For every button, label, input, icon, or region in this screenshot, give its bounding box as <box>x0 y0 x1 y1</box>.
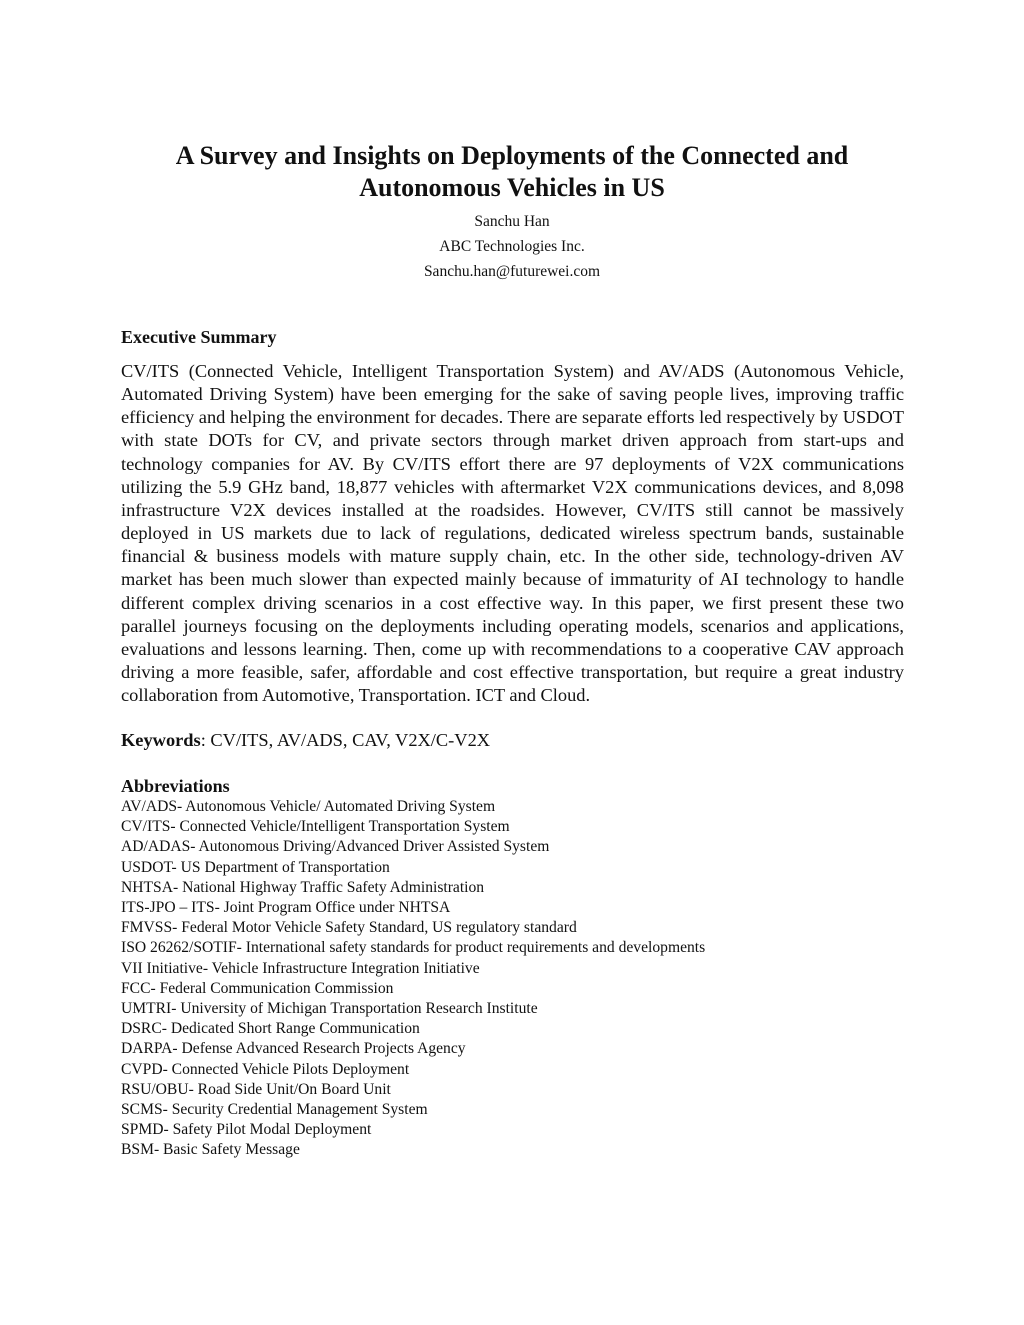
abbreviation-item: AV/ADS- Autonomous Vehicle/ Automated Driving System <box>121 798 496 815</box>
abbreviation-item: ISO 26262/SOTIF- International safety standards for product requirements and developments <box>121 939 706 957</box>
abbreviation-item: DARPA- Defense Advanced Research Projects Agency <box>121 1040 466 1058</box>
abbreviation-item: SPMD- Safety Pilot Modal Deployment <box>121 1121 372 1139</box>
abbreviation-item: USDOT- US Department of Transportation <box>121 858 390 876</box>
abbreviations-list <box>121 797 921 1161</box>
abbreviation-item: BSM- Basic Safety Message <box>121 1141 300 1159</box>
abbreviation-item: VII Initiative- Vehicle Infrastructure Integration Initiative <box>121 959 480 977</box>
abbreviation-item: CV/ITS- Connected Vehicle/Intelligent Transportation System <box>121 818 510 836</box>
paper-title-line-2: Autonomous Vehicles in US <box>359 173 665 202</box>
abbreviations-heading: Abbreviations <box>121 776 230 796</box>
author-block <box>100 209 924 284</box>
abbreviation-item: FMVSS- Federal Motor Vehicle Safety Standard, US regulatory standard <box>121 919 577 937</box>
abbreviation-item: CVPD- Connected Vehicle Pilots Deployment <box>121 1060 410 1078</box>
abbreviation-item: DSRC- Dedicated Short Range Communication <box>121 1020 420 1038</box>
abbreviation-item: SCMS- Security Credential Management System <box>121 1101 428 1119</box>
paper-title <box>100 140 924 204</box>
abbreviation-item: FCC- Federal Communication Commission <box>121 979 394 997</box>
abbreviation-item: AD/ADAS- Autonomous Driving/Advanced Driver Assisted System <box>121 838 550 856</box>
keywords-value: : CV/ITS, AV/ADS, CAV, V2X/C-V2X <box>200 730 491 750</box>
author-affiliation: ABC Technologies Inc. <box>439 238 585 255</box>
abbreviation-item: UMTRI- University of Michigan Transportation Research Institute <box>121 1000 538 1018</box>
keywords-line <box>121 729 490 752</box>
author-email: Sanchu.han@futurewei.com <box>423 263 601 280</box>
executive-summary-body: CV/ITS (Connected Vehicle, Intelligent Transportation System) and AV/ADS (Autonomous Vehicle, Automated Driving System) have been emerging for the sake of saving people lives, improving traffic efficiency and helping the environment for decades. There are separate efforts led respectively by USDOT with state DOTs for CV, and private sectors through market driven approach from start-ups and technology companies for AV. By CV/ITS effort there are 97 deployments of V2X communications utilizing the 5.9 GHz band, 18,877 vehicles with aftermarket V2X communications devices, and 8,098 infrastructure V2X devices installed at the roadsides. However, CV/ITS still cannot be massively deployed in US markets due to lack of regulations, dedicated wireless spectrum bands, sustainable financial & business models with mature supply chain, etc. In the other side, technology-driven AV market has been much slower than expected mainly because of immaturity of AI technology to handle different complex driving scenarios in a cost effective way. In this paper, we first present these two parallel journeys focusing on the deployments including operating models, scenarios and applications, evaluations and lessons learning. Then, come up with recommendations to a cooperative CAV approach driving a more feasible, safer, affordable and cost effective transportation, but require a great industry collaboration from Automotive, Transportation. ICT and Cloud. <box>121 361 904 706</box>
keywords-label: Keywords <box>121 730 201 750</box>
executive-summary-heading: Executive Summary <box>121 327 277 347</box>
abbreviation-item: RSU/OBU- Road Side Unit/On Board Unit <box>121 1080 391 1098</box>
paper-title-line-1: A Survey and Insights on Deployments of the Connected and <box>175 141 849 170</box>
abbreviation-item: NHTSA- National Highway Traffic Safety Administration <box>121 878 485 896</box>
author-name: Sanchu Han <box>474 213 550 230</box>
abbreviation-item: ITS-JPO – ITS- Joint Program Office under NHTSA <box>121 899 451 917</box>
